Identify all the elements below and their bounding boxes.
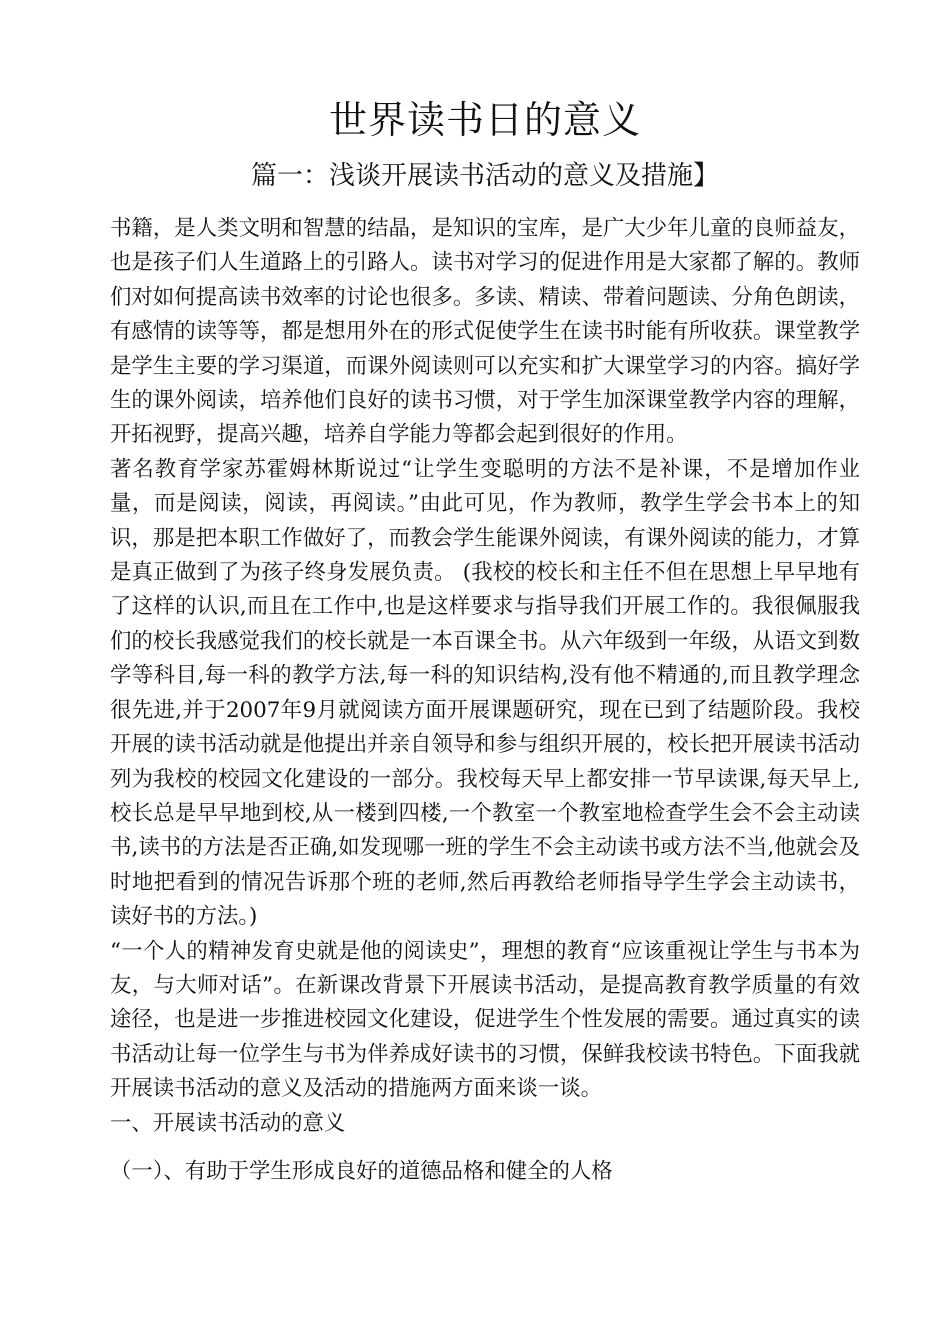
paragraph-quote-principal: 著名教育学家苏霍姆林斯说过“让学生变聪明的方法不是补课，不是增加作业量，而是阅读，阅读，再阅读。”由此可见，作为教师，教学生学会书本上的知识，那是把本职工作做好了，而教会学生能课外阅读，有课外阅读的能力，才算是真正做到了为孩子终身发展负责。 (我校的校长和主任不但在思想上早早地有了这样的认识,而且在工作中,也是这样要求与指导我们开展工作的。我很佩服我们的校长我感觉我们的校长就是一本百课全书。从六年级到一年级，从语文到数学等科目,每一科的教学方法,每一科的知识结构,没有他不精通的,而且教学理念很先进,并于2007年9月就阅读方面开展课题研究，现在已到了结题阶段。我校开展的读书活动就是他提出并亲自领导和参与组织开展的，校长把开展读书活动列为我校的校园文化建设的一部分。我校每天早上都安排一节早读课,每天早上,校长总是早早地到校,从一楼到四楼,一个教室一个教室地检查学生会不会主动读书,读书的方法是否正确,如发现哪一班的学生不会主动读书或方法不当,他就会及时地把看到的情况告诉那个班的老师,然后再教给老师指导学生学会主动读书，读好书的方法。) (110, 456, 860, 930)
document-body (110, 212, 860, 1189)
paragraph-intro: 书籍，是人类文明和智慧的结晶，是知识的宝库，是广大少年儿童的良师益友，也是孩子们人生道路上的引路人。读书对学习的促进作用是大家都了解的。教师们对如何提高读书效率的讨论也很多。多读、精读、带着问题读、分角色朗读，有感情的读等等，都是想用外在的形式促使学生在读书时能有所收获。课堂教学是学生主要的学习渠道，而课外阅读则可以充实和扩大课堂学习的内容。搞好学生的课外阅读，培养他们良好的读书习惯，对于学生加深课堂教学内容的理解，开拓视野，提高兴趣，培养自学能力等都会起到很好的作用。 (110, 216, 860, 448)
paragraph-reading-history: “一个人的精神发育史就是他的阅读史”，理想的教育“应该重视让学生与书本为友，与大师对话”。在新课改背景下开展读书活动，是提高教育教学质量的有效途径，也是进一步推进校园文化建设，促进学生个性发展的需要。通过真实的读书活动让每一位学生与书为伴养成好读书的习惯，保鲜我校读书特色。下面我就开展读书活动的意义及活动的措施两方面来谈一谈。 (110, 938, 860, 1102)
document-title: 世界读书日的意义 (328, 98, 641, 142)
section-heading: 一、开展读书活动的意义 (110, 1110, 346, 1136)
subsection-heading: （一）、有助于学生形成良好的道德品格和健全的人格 (110, 1158, 613, 1184)
document-subtitle: 篇一：浅谈开展读书活动的意义及措施】 (250, 161, 719, 191)
